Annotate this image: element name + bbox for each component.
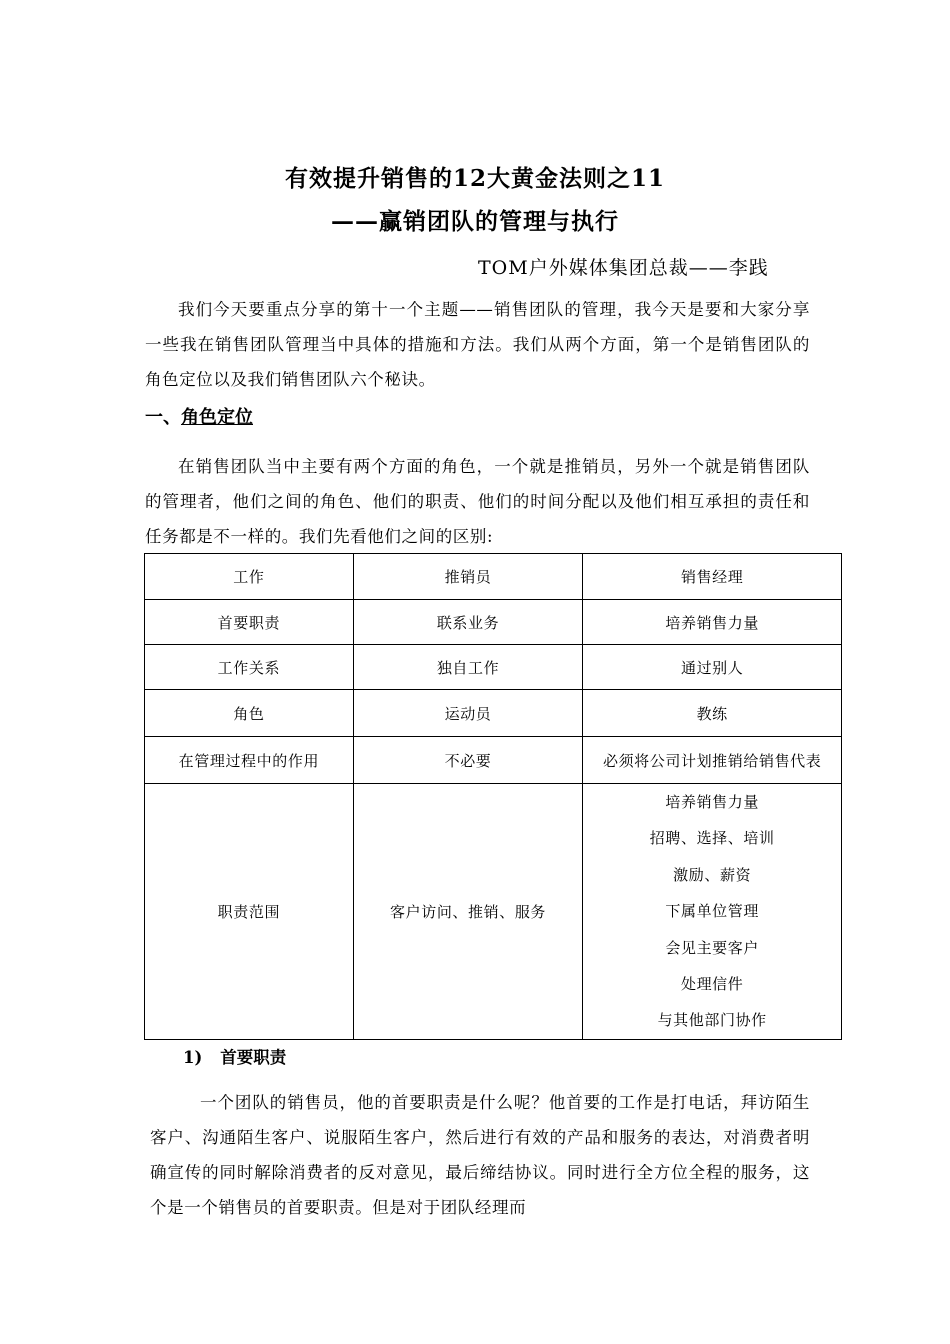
table-cell: 首要职责 xyxy=(145,600,354,645)
list-item: 与其他部门协作 xyxy=(657,1011,767,1030)
list-item: 培养销售力量 xyxy=(665,793,759,811)
manager-scope-list xyxy=(583,784,841,1039)
table-cell: 培养销售力量 xyxy=(583,600,842,645)
author-line: TOM户外媒体集团总裁——李践 xyxy=(478,257,769,279)
section-title: 角色定位 xyxy=(181,407,253,428)
document-title: 有效提升销售的12大黄金法则之11 xyxy=(284,165,665,192)
subsection-title: 首要职责 xyxy=(220,1048,287,1067)
table-cell: 运动员 xyxy=(353,690,583,737)
document-subtitle: ——赢销团队的管理与执行 xyxy=(331,208,619,235)
table-cell: 角色 xyxy=(145,690,354,737)
table-cell: 不必要 xyxy=(353,737,583,784)
list-item: 下属单位管理 xyxy=(665,902,759,921)
roles-comparison-table xyxy=(144,553,842,1040)
subsection-number: 1) xyxy=(183,1048,203,1067)
table-header-row xyxy=(145,554,842,600)
list-item: 处理信件 xyxy=(680,974,744,993)
table-row xyxy=(145,737,842,784)
table-cell: 必须将公司计划推销给销售代表 xyxy=(583,737,842,784)
section-paragraph: 在销售团队当中主要有两个方面的角色，一个就是推销员，另外一个就是销售团队的管理者，他们之间的角色、他们的职责、他们的时间分配以及他们相互承担的责任和任务都是不一样的。我们先看他们之间的区别: xyxy=(145,457,810,546)
table-row xyxy=(145,600,842,645)
table-cell: 工作关系 xyxy=(145,645,354,690)
section-heading xyxy=(145,403,253,429)
manager-scope-cell xyxy=(583,784,842,1040)
list-item: 激励、薪资 xyxy=(673,865,752,884)
table-cell: 客户访问、推销、服务 xyxy=(353,784,583,1040)
table-row xyxy=(145,645,842,690)
header-cell-manager: 销售经理 xyxy=(583,554,842,600)
list-item: 会见主要客户 xyxy=(665,938,759,957)
table-cell: 独自工作 xyxy=(353,645,583,690)
table-row-scope xyxy=(145,784,842,1040)
table-cell: 在管理过程中的作用 xyxy=(145,737,354,784)
table-cell: 教练 xyxy=(583,690,842,737)
list-item: 招聘、选择、培训 xyxy=(649,829,775,848)
table-cell: 职责范围 xyxy=(145,784,354,1040)
table-row xyxy=(145,690,842,737)
table-cell: 通过别人 xyxy=(583,645,842,690)
intro-paragraph: 我们今天要重点分享的第十一个主题——销售团队的管理，我今天是要和大家分享一些我在销售团队管理当中具体的措施和方法。我们从两个方面，第一个是销售团队的角色定位以及我们销售团队六个秘诀。 xyxy=(145,300,810,389)
header-cell-salesperson: 推销员 xyxy=(353,554,583,600)
table-cell: 联系业务 xyxy=(353,600,583,645)
subsection-paragraph: 一个团队的销售员，他的首要职责是什么呢？他首要的工作是打电话，拜访陌生客户、沟通陌生客户、说服陌生客户，然后进行有效的产品和服务的表达，对消费者明确宣传的同时解除消费者的反对意见，最后缔结协议。同时进行全方位全程的服务，这个是一个销售员的首要职责。但是对于团队经理而 xyxy=(150,1093,810,1217)
section-number: 一、 xyxy=(145,407,181,428)
subsection-heading xyxy=(183,1044,286,1068)
header-cell-work: 工作 xyxy=(145,554,354,600)
